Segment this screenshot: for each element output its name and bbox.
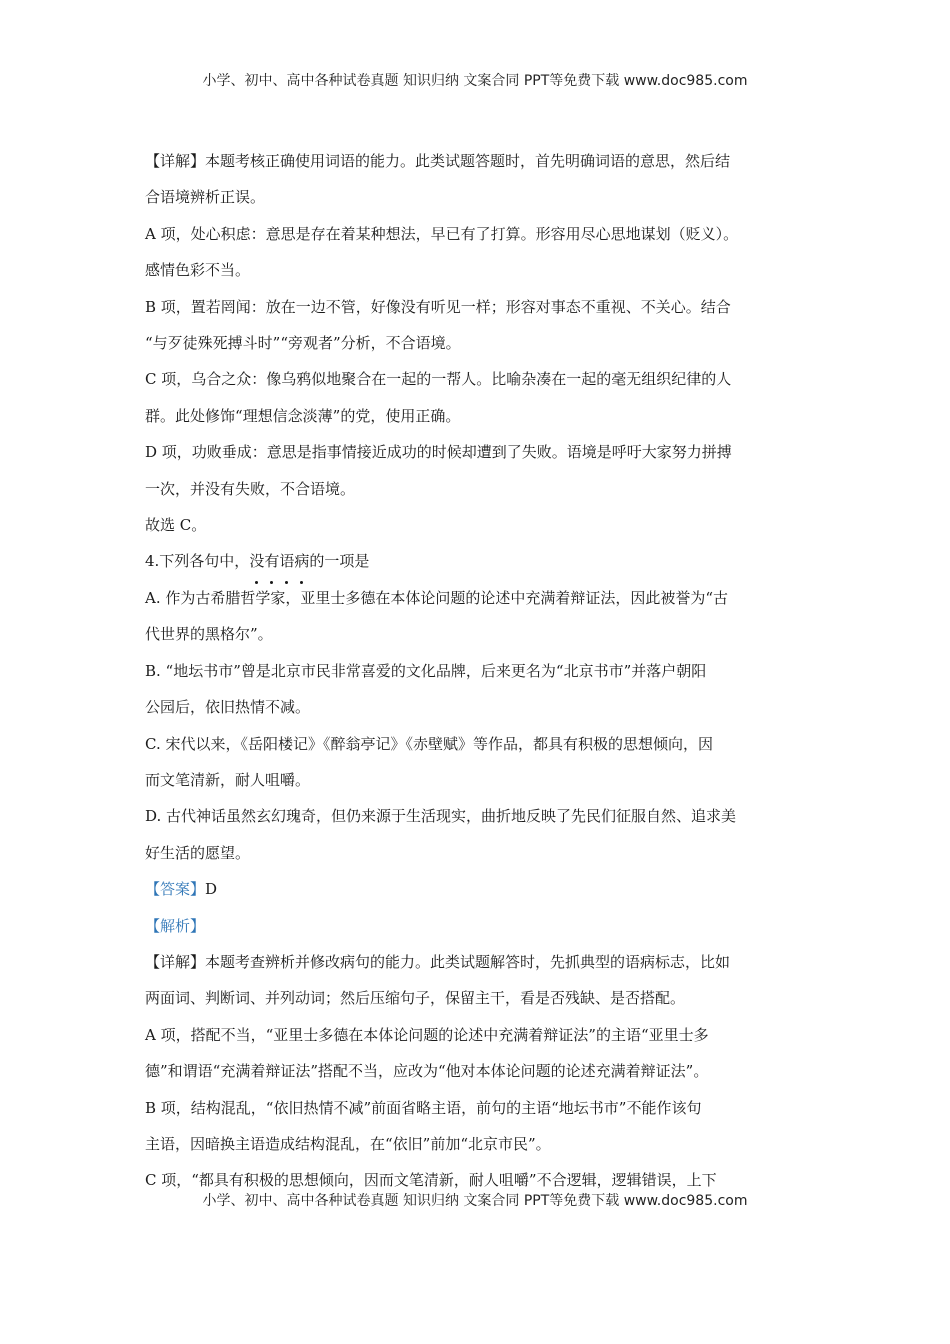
analysis-line: 两面词、判断词、并列动词；然后压缩句子，保留主干，看是否残缺、是否搭配。 — [145, 989, 686, 1008]
explanation-line: “与歹徒殊死搏斗时”“旁观者”分析，不合语境。 — [145, 334, 461, 353]
explanation-line: 群。此处修饰“理想信念淡薄”的党，使用正确。 — [145, 406, 461, 425]
explanation-line: 【详解】本题考核正确使用词语的能力。此类试题答题时，首先明确词语的意思，然后结 — [145, 152, 731, 170]
emphasis-char: 语 — [279, 543, 294, 579]
explanation-line: 合语境辨析正误。 — [145, 188, 266, 207]
explanation-line: D 项，功败垂成：意思是指事情接近成功的时候却遭到了失败。语境是呼吁大家努力拼搏 — [145, 443, 732, 462]
question-stem: 4.下列各句中，没有语病的一项是 — [145, 543, 810, 579]
option-line: 好生活的愿望。 — [145, 843, 251, 862]
analysis-line: 德”和谓语“充满着辩证法”搭配不当，应改为“他对本体论问题的论述充满着辩证法”。 — [145, 1062, 709, 1081]
option-line: 而文笔清新，耐人咀嚼。 — [145, 770, 311, 789]
analysis-line: C 项，“都具有积极的思想倾向，因而文笔清新，耐人咀嚼”不合逻辑，逻辑错误，上下 — [145, 1171, 717, 1190]
explanation-line: 一次，并没有失败，不合语境。 — [145, 479, 356, 498]
page-footer: 小学、初中、高中各种试卷真题 知识归纳 文案合同 PPT等免费下载 www.doc985.com — [202, 1193, 748, 1209]
emphasis-char: 病 — [294, 543, 309, 579]
analysis-line: 【详解】本题考查辨析并修改病句的能力。此类试题解答时，先抓典型的语病标志，比如 — [145, 952, 731, 971]
emphasis-char: 没 — [249, 543, 264, 579]
analysis-line: B 项，结构混乱，“依旧热情不减”前面省略主语，前句的主语“地坛书市”不能作该句 — [145, 1098, 702, 1117]
option-line: 代世界的黑格尔”。 — [145, 625, 273, 644]
explanation-line: C 项，乌合之众：像乌鸦似地聚合在一起的一帮人。比喻杂凑在一起的毫无组织纪律的人 — [145, 370, 732, 389]
answer-label: 【答案】 — [145, 880, 206, 899]
option-line: C. 宋代以来，《岳阳楼记》《醉翁亭记》《赤壁赋》等作品，都具有积极的思想倾向，因 — [145, 734, 713, 753]
document-body — [145, 143, 810, 1199]
explanation-line: A 项，处心积虑：意思是存在着某种想法，早已有了打算。形容用尽心思地谋划（贬义）。 — [145, 224, 739, 243]
analysis-line: A 项，搭配不当，“亚里士多德在本体论问题的论述中充满着辩证法”的主语“亚里士多 — [145, 1025, 709, 1044]
explanation-line: B 项，置若罔闻：放在一边不管，好像没有听见一样；形容对事态不重视、不关心。结合 — [145, 297, 731, 316]
emphasis-char: 有 — [264, 543, 279, 579]
analysis-line: 主语，因暗换主语造成结构混乱，在“依旧”前加“北京市民”。 — [145, 1134, 551, 1153]
conclusion-line: 故选 C。 — [145, 516, 207, 535]
explanation-line: 感情色彩不当。 — [145, 261, 251, 280]
option-line: 公园后，依旧热情不减。 — [145, 698, 311, 717]
option-line: A. 作为古希腊哲学家，亚里士多德在本体论问题的论述中充满着辩证法，因此被誉为“古 — [145, 588, 729, 607]
option-line: D. 古代神话虽然玄幻瑰奇，但仍来源于生活现实，曲折地反映了先民们征服自然、追求美 — [145, 807, 737, 826]
analysis-label: 【解析】 — [145, 916, 206, 935]
answer-line — [145, 871, 810, 907]
option-line: B. “地坛书市”曾是北京市民非常喜爱的文化品牌，后来更名为“北京书市”并落户朝阳 — [145, 661, 707, 680]
answer-value: D — [205, 880, 218, 899]
page-header: 小学、初中、高中各种试卷真题 知识归纳 文案合同 PPT等免费下载 www.doc985.com — [202, 73, 748, 89]
